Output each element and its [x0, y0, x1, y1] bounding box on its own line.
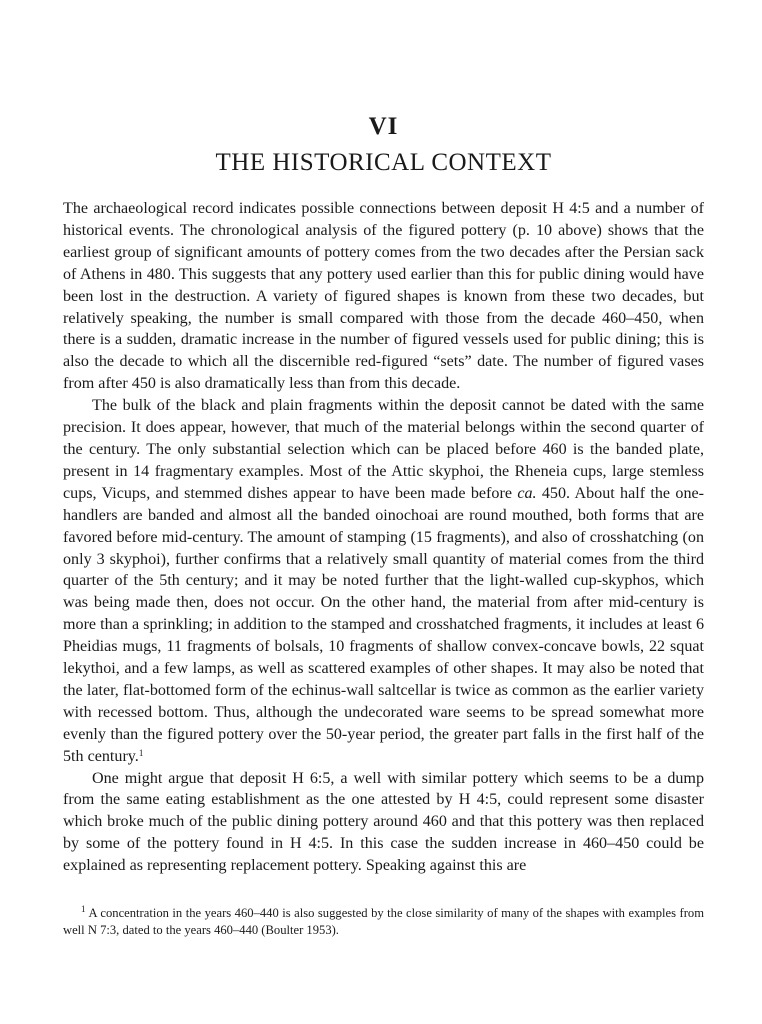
paragraph-2-part-2: 450. About half the one-handlers are banded and almost all the banded oinochoai are round mouthed, both forms that are favored before mid-century. The amount of stamping (15 fragments), and also of crosshatching (on only 3 skyphoi), further confirms that a relatively small quantity of material comes from the third quarter of the 5th century; and it may be noted further that the light-walled cup-skyphos, which was being made then, does not occur. On the other hand, the material from after mid-century is more than a sprinkling; in addition to the stamped and crosshatched fragments, it includes at least 6 Pheidias mugs, 11 fragments of bolsals, 10 fragments of shallow convex-concave bowls, 22 squat lekythoi, and a few lamps, as well as scattered examples of other shapes. It may also be noted that the later, flat-bottomed form of the echinus-wall saltcellar is twice as common as the earlier variety with recessed bottom. Thus, although the undecorated ware seems to be spread somewhat more evenly than the figured pottery over the 50-year period, the greater part falls in the first half of the 5th century. [63, 484, 705, 765]
paragraph-2-part-1: The bulk of the black and plain fragments within the deposit cannot be dated with the same precision. It does appear, however, that much of the material belongs within the second quarter of the century. The only substantial selection which can be placed before 460 is the banded plate, present in 14 fragmentary examples. Most of the Attic skyphoi, the Rheneia cups, large stemless cups, Vicups, and stemmed dishes appear to have been made before [63, 397, 704, 502]
paragraph-2-italic: ca. [517, 484, 537, 502]
chapter-title: THE HISTORICAL CONTEXT [215, 149, 552, 176]
chapter-number: VI [368, 113, 399, 140]
footnote-text: A concentration in the years 460–440 is also suggested by the close similarity of many of the shapes with examples from well N 7:3, dated to the years 460–440 (Boulter 1953). [63, 906, 704, 937]
paragraph-3: One might argue that deposit H 6:5, a well with similar pottery which seems to be a dump from the same eating establishment as the one attested by H 4:5, could represent some disaster which broke much of the public dining pottery around 460 and that this pottery was then replaced by some of the pottery found in H 4:5. In this case the sudden increase in 460–450 could be explained as representing replacement pottery. Speaking against this are [63, 769, 704, 875]
footnote-mark: 1 [81, 904, 86, 914]
footnote-ref[interactable]: 1 [138, 747, 144, 758]
body-text [63, 198, 704, 877]
footnote [63, 905, 704, 939]
paragraph-1: The archaeological record indicates possible connections between deposit H 4:5 and a number of historical events. The chronological analysis of the figured pottery (p. 10 above) shows that the earliest group of significant amounts of pottery comes from the two decades after the Persian sack of Athens in 480. This suggests that any pottery used earlier than this for public dining would have been lost in the destruction. A variety of figured shapes is known from these two decades, but relatively speaking, the number is small compared with those from the decade 460–450, when there is a sudden, dramatic increase in the number of figured vessels used for public dining; this is also the decade to which all the discernible red-figured “sets” date. The number of figured vases from after 450 is also dramatically less than from this decade. [63, 200, 704, 393]
page-content [63, 112, 704, 877]
paragraph-2 [63, 395, 704, 767]
